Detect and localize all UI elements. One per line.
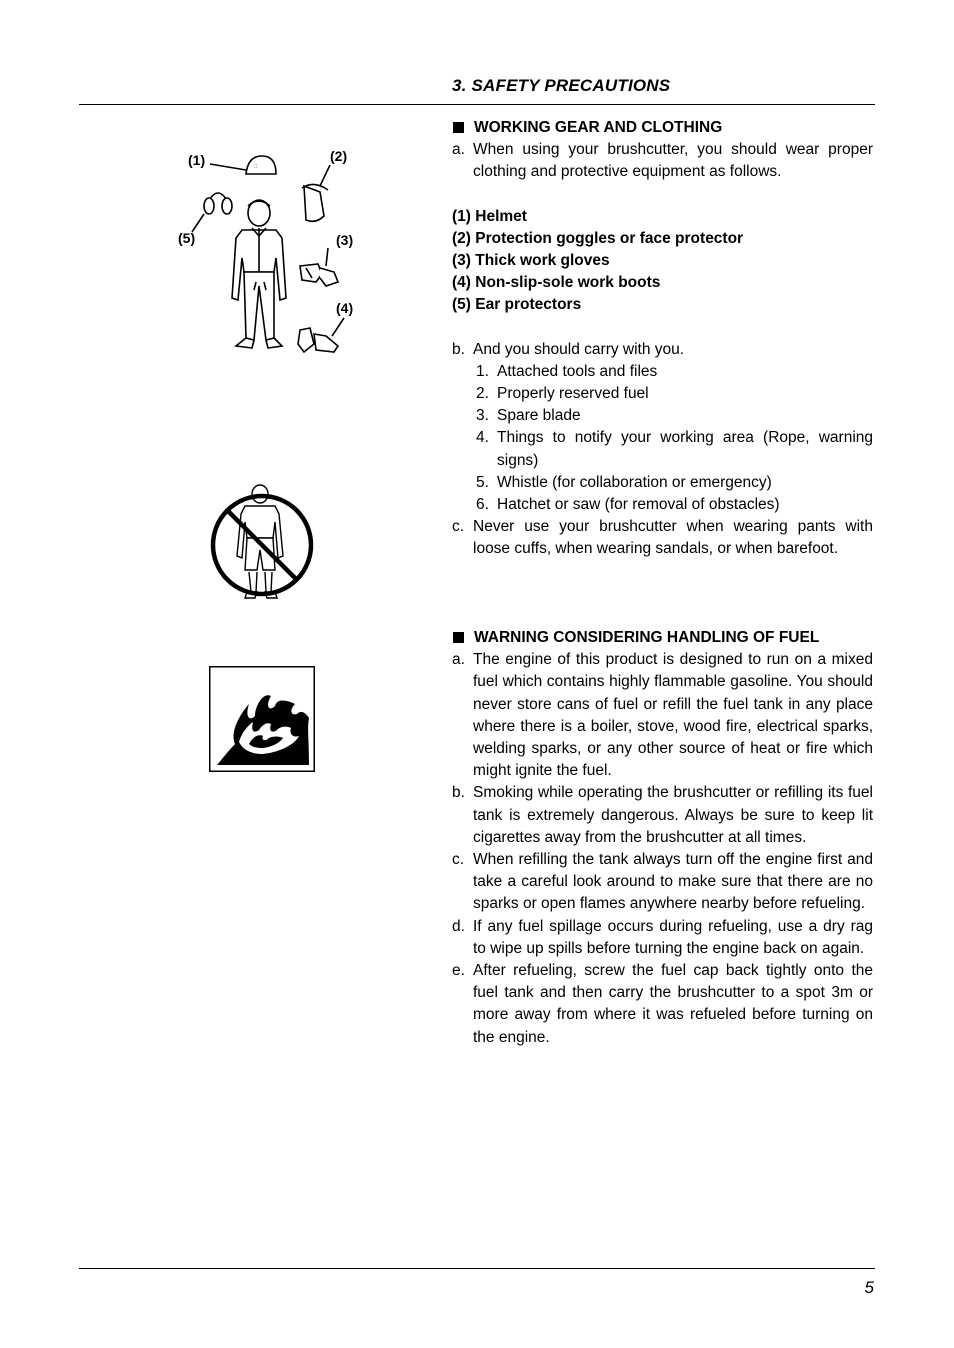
gear-item-b: b. And you should carry with you. xyxy=(452,340,685,358)
gear-item-c: c. Never use your brushcutter when wearing pants with loose cuffs, when wearing sandals, or when barefoot. xyxy=(452,518,873,558)
equipment-list xyxy=(452,206,873,317)
page-header-title: 3. SAFETY PRECAUTIONS xyxy=(452,76,671,95)
svg-text:::: :: xyxy=(254,164,258,170)
square-bullet-icon xyxy=(453,632,464,643)
working-gear-section xyxy=(452,117,873,561)
callout-4: (4) xyxy=(336,300,354,316)
prohibited-clothing-illustration xyxy=(205,480,320,605)
gear-item-a: a. When using your brushcutter, you should wear proper clothing and protective equipment as follows. xyxy=(452,141,873,181)
fuel-item: d. If any fuel spillage occurs during refueling, use a dry rag to wipe up spills before turning the engine back on again. xyxy=(452,917,873,957)
equipment-item: (5) Ear protectors xyxy=(452,296,582,314)
fuel-item: e. After refueling, screw the fuel cap back tightly onto the fuel tank and then carry the brushcutter to a spot 3m or more away from where it was refueled before turning on the engine. xyxy=(452,962,873,1046)
equipment-item: (2) Protection goggles or face protector xyxy=(452,229,744,247)
fuel-warning-section xyxy=(452,627,873,1049)
working-gear-heading: WORKING GEAR AND CLOTHING xyxy=(452,117,873,139)
carry-item: 1. Attached tools and files xyxy=(476,362,658,380)
equipment-item: (4) Non-slip-sole work boots xyxy=(452,274,661,292)
carry-item: 6. Hatchet or saw (for removal of obstacles) xyxy=(476,496,780,514)
equipment-item: (3) Thick work gloves xyxy=(452,252,610,270)
header-rule xyxy=(79,104,875,105)
carry-item: 3. Spare blade xyxy=(476,407,581,425)
protective-gear-illustration xyxy=(170,140,370,370)
equipment-item: (1) Helmet xyxy=(452,207,527,225)
fuel-warning-heading: WARNING CONSIDERING HANDLING OF FUEL xyxy=(452,627,873,649)
fuel-item: b. Smoking while operating the brushcutter or refilling its fuel tank is extremely dangerous. Always be sure to keep lit cigarettes away from the brushcutter at all times. xyxy=(452,784,873,846)
fuel-item: c. When refilling the tank always turn off the engine first and take a careful look around to make sure that there are no sparks or open flames anywhere nearby before refueling. xyxy=(452,851,873,913)
callout-2: (2) xyxy=(330,148,348,164)
carry-item: 4. Things to notify your working area (Rope, warning signs) xyxy=(476,429,873,469)
callout-5: (5) xyxy=(178,230,196,246)
footer-rule xyxy=(79,1268,875,1269)
callout-3: (3) xyxy=(336,232,354,248)
square-bullet-icon xyxy=(453,122,464,133)
fire-warning-icon xyxy=(209,666,315,772)
fuel-item: a. The engine of this product is designed to run on a mixed fuel which contains highly flammable gasoline. You should never store cans of fuel or refill the fuel tank in any place where there is a boiler, stove, wood fire, electrical sparks, welding sparks, or any other source of heat or fire which might ignite the fuel. xyxy=(452,651,873,780)
page-number: 5 xyxy=(864,1278,874,1297)
callout-1: (1) xyxy=(188,152,206,168)
carry-item: 5. Whistle (for collaboration or emergency) xyxy=(476,473,772,491)
carry-item: 2. Properly reserved fuel xyxy=(476,385,649,403)
